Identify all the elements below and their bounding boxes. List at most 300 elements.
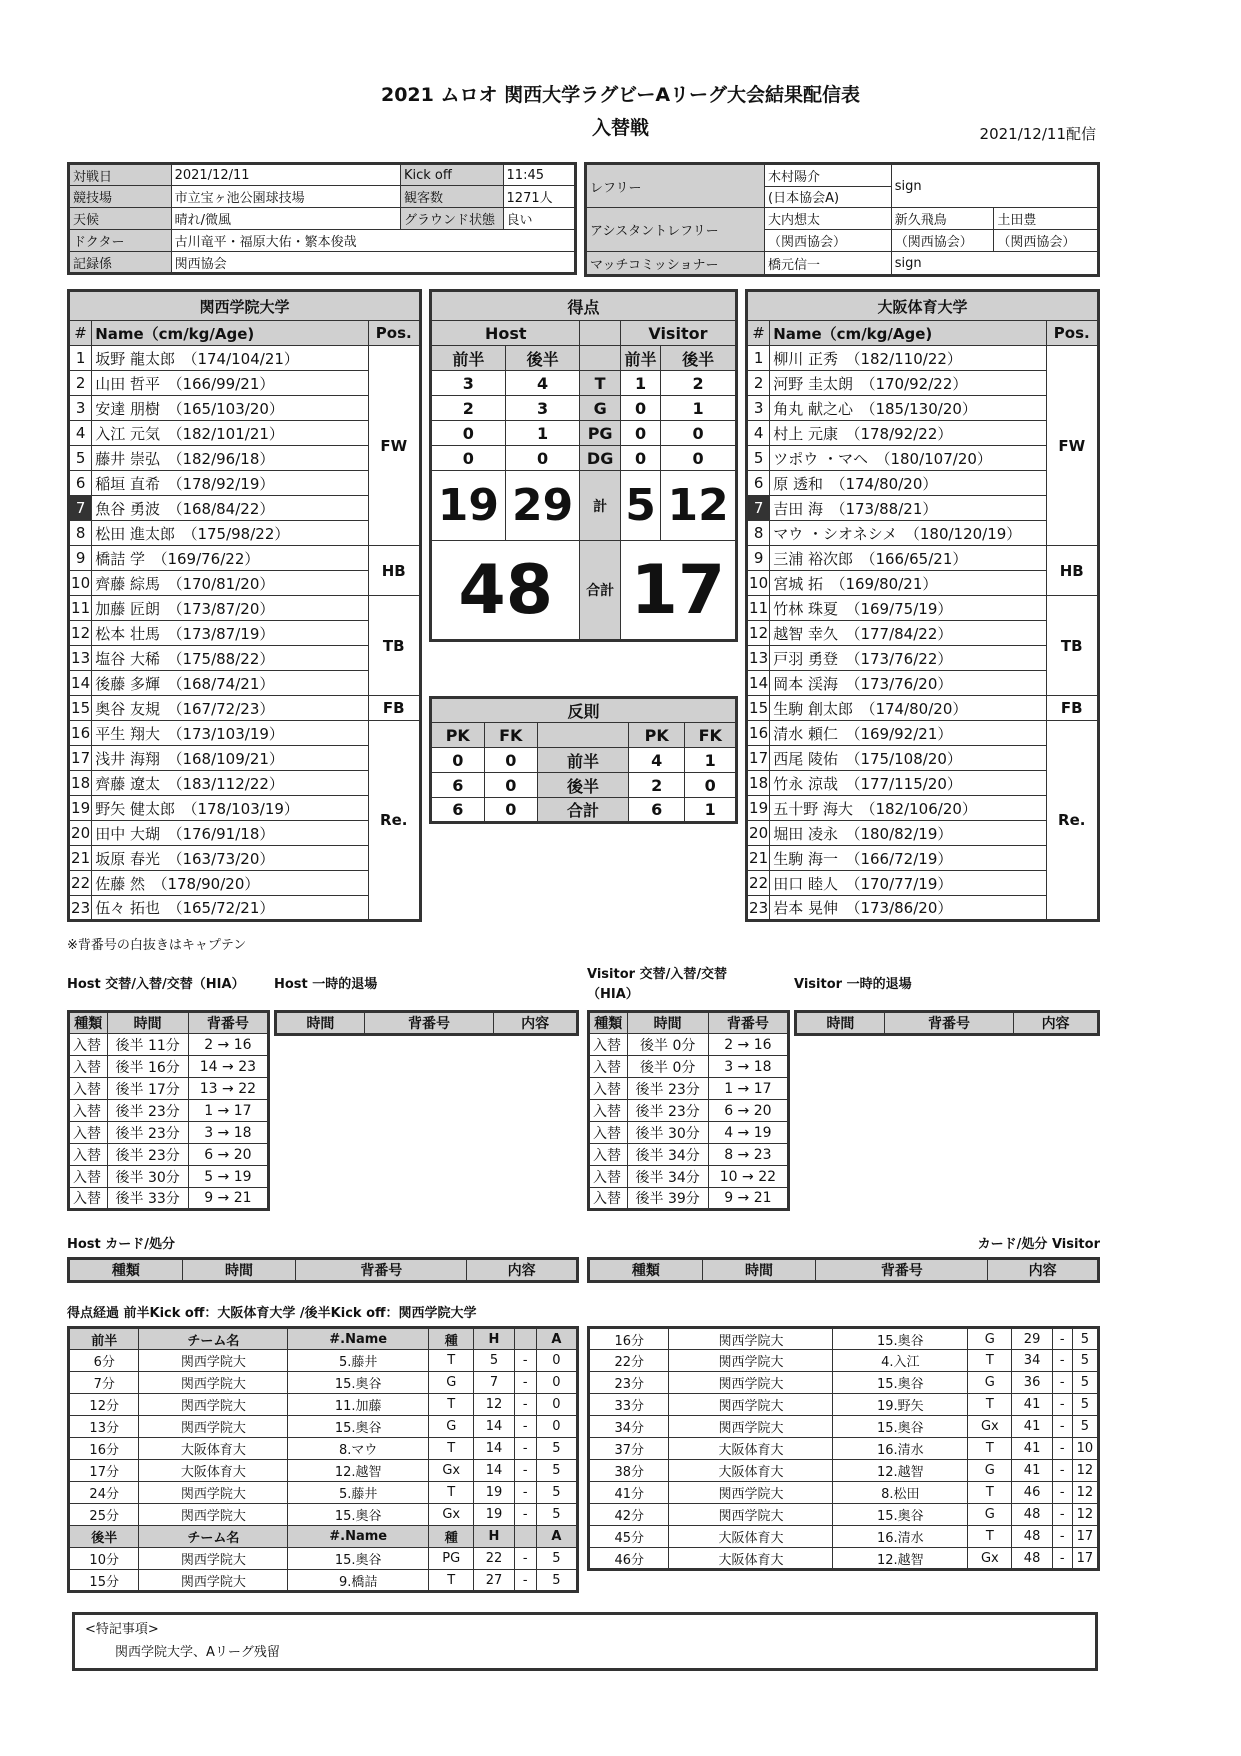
event-home-score: 36 <box>1012 1372 1052 1394</box>
col-first-half: 前半 <box>69 1328 139 1350</box>
event-away-score: 5 <box>1072 1394 1098 1416</box>
event-home-score: 14 <box>474 1416 514 1438</box>
event-type: G <box>968 1372 1012 1394</box>
player-number: 19 <box>747 796 770 821</box>
sub-kind: 入替 <box>69 1144 108 1166</box>
event-home-score: 34 <box>1012 1350 1052 1372</box>
host-h1-goals: 2 <box>431 396 506 421</box>
weather: 晴れ/微風 <box>171 208 400 230</box>
player-name: 藤井 崇弘 （182/96/18） <box>92 446 368 471</box>
label-goal: G <box>580 396 620 421</box>
event-type: T <box>429 1350 474 1372</box>
col-time: 時間 <box>182 1259 296 1282</box>
sub-time: 後半 30分 <box>627 1122 708 1144</box>
position-tb: TB <box>368 596 420 696</box>
player-name: 奥谷 友規 （167/72/23） <box>92 696 368 721</box>
player-number: 2 <box>69 371 92 396</box>
player-name: 入江 元気 （182/101/21） <box>92 421 368 446</box>
host-subs-table <box>67 1010 270 1211</box>
event-time: 12分 <box>69 1394 139 1416</box>
event-type: Gx <box>968 1416 1012 1438</box>
visitor-h2-total: 12 <box>661 471 737 541</box>
player-name: 橋詰 学 （169/76/22） <box>92 546 368 571</box>
player-name: 吉田 海 （173/88/21） <box>770 496 1046 521</box>
captain-note: ※背番号の白抜きはキャプテン <box>67 938 247 953</box>
player-number: 4 <box>69 421 92 446</box>
host-pk-label: PK <box>431 723 485 748</box>
sub-numbers: 13 → 22 <box>188 1078 268 1100</box>
event-away-score: 5 <box>536 1460 577 1482</box>
player-number: 9 <box>69 546 92 571</box>
events-table-right <box>587 1326 1100 1571</box>
event-team: 大阪体育大 <box>139 1438 288 1460</box>
sub-numbers: 9 → 21 <box>188 1188 268 1210</box>
visitor-pk: 6 <box>628 798 685 823</box>
notes-text: 関西学院大学、Aリーグ残留 <box>115 1645 280 1660</box>
player-number: 21 <box>69 846 92 871</box>
sub-numbers: 3 → 18 <box>188 1122 268 1144</box>
score-dash: - <box>1052 1526 1072 1548</box>
player-number: 14 <box>69 671 92 696</box>
host-h1-tries: 3 <box>431 371 506 396</box>
event-type: PG <box>429 1548 474 1570</box>
host-pk: 0 <box>431 748 485 773</box>
visitor-temp-table <box>794 1010 1100 1036</box>
host-cards-title: Host カード/処分 <box>67 1237 176 1252</box>
player-name: 堀田 凌永 （180/82/19） <box>770 821 1046 846</box>
col-away: A <box>536 1328 577 1350</box>
host-fk: 0 <box>484 798 538 823</box>
event-time: 16分 <box>69 1438 139 1460</box>
player-number: 22 <box>69 871 92 896</box>
player-name: 柳川 正秀 （182/110/22） <box>770 346 1046 371</box>
penalty-row-label: 前半 <box>538 748 629 773</box>
col-number: 背番号 <box>708 1012 788 1034</box>
penalty-row-label: 後半 <box>538 773 629 798</box>
event-player: 11.加藤 <box>288 1394 429 1416</box>
event-team: 大阪体育大 <box>669 1548 833 1570</box>
score-dash: - <box>1052 1438 1072 1460</box>
host-fk: 0 <box>484 748 538 773</box>
sub-time: 後半 16分 <box>107 1056 188 1078</box>
penalty-row-label: 合計 <box>538 798 629 823</box>
player-name: 清水 頼仁 （169/92/21） <box>770 721 1046 746</box>
player-name: 生駒 海一 （166/72/19） <box>770 846 1046 871</box>
event-team: 関西学院大 <box>139 1350 288 1372</box>
kickoff-time: 11:45 <box>503 164 575 186</box>
col-time: 時間 <box>702 1259 816 1282</box>
player-name: 岡本 渓海 （173/76/20） <box>770 671 1046 696</box>
col-number: 背番号 <box>188 1012 268 1034</box>
event-type: T <box>968 1526 1012 1548</box>
player-number: 6 <box>69 471 92 496</box>
label-recorder: 記録係 <box>69 252 172 274</box>
player-name: 魚谷 勇波 （168/84/22） <box>92 496 368 521</box>
event-type: T <box>968 1482 1012 1504</box>
sub-time: 後半 23分 <box>627 1078 708 1100</box>
sub-kind: 入替 <box>589 1122 628 1144</box>
visitor-pk: 4 <box>628 748 685 773</box>
label-referee: レフリー <box>586 164 765 208</box>
ar3-association: （関西協会） <box>994 230 1099 252</box>
event-home-score: 19 <box>474 1482 514 1504</box>
col-kind: 種類 <box>69 1259 183 1282</box>
player-number: 13 <box>747 646 770 671</box>
event-player: 15.奥谷 <box>833 1372 968 1394</box>
ground-condition: 良い <box>503 208 575 230</box>
col-content: 内容 <box>494 1012 578 1035</box>
event-team: 関西学院大 <box>139 1372 288 1394</box>
event-player: 15.奥谷 <box>288 1504 429 1526</box>
sub-kind: 入替 <box>69 1122 108 1144</box>
event-home-score: 46 <box>1012 1482 1052 1504</box>
label-doctor: ドクター <box>69 230 172 252</box>
position-reserve: Re. <box>1046 721 1098 921</box>
visitor-first-half-label: 前半 <box>620 346 660 371</box>
player-name: 坂野 龍太郎 （174/104/21） <box>92 346 368 371</box>
visitor-cards-table <box>587 1257 1100 1283</box>
col-kind: 種類 <box>589 1259 703 1282</box>
col-player: #.Name <box>288 1328 429 1350</box>
score-dash: - <box>1052 1460 1072 1482</box>
event-home-score: 19 <box>474 1504 514 1526</box>
score-event-row <box>69 1438 578 1460</box>
col-name: Name（cm/kg/Age) <box>770 321 1046 346</box>
captain-number: 7 <box>747 496 770 521</box>
player-name: 平生 翔大 （173/103/19） <box>92 721 368 746</box>
event-player: 16.清水 <box>833 1526 968 1548</box>
player-name: 田中 大瑚 （176/91/18） <box>92 821 368 846</box>
player-name: 齊藤 綜馬 （170/81/20） <box>92 571 368 596</box>
player-name: 岩本 晃伸 （173/86/20） <box>770 896 1046 921</box>
sub-time: 後半 34分 <box>627 1144 708 1166</box>
event-away-score: 5 <box>1072 1372 1098 1394</box>
position-hb: HB <box>368 546 420 596</box>
label-assistant-referee: アシスタントレフリー <box>586 208 765 252</box>
sub-time: 後半 30分 <box>107 1166 188 1188</box>
player-name: 戸羽 勇登 （173/76/22） <box>770 646 1046 671</box>
penalty-heading: 反則 <box>431 698 737 723</box>
recorder: 関西協会 <box>171 252 575 274</box>
event-time: 42分 <box>589 1504 669 1526</box>
player-name: 齊藤 遼太 （183/112/22） <box>92 771 368 796</box>
sub-numbers: 14 → 23 <box>188 1056 268 1078</box>
visitor-fk: 1 <box>685 748 737 773</box>
host-h2-tries: 4 <box>505 371 580 396</box>
player-number: 16 <box>69 721 92 746</box>
score-table <box>429 289 738 642</box>
event-type: T <box>968 1438 1012 1460</box>
referee-name: 木村陽介 <box>765 164 892 187</box>
sub-kind: 入替 <box>589 1056 628 1078</box>
score-event-row <box>69 1570 578 1592</box>
label-ground: グラウンド状態 <box>400 208 503 230</box>
event-team: 関西学院大 <box>139 1482 288 1504</box>
sub-time: 後半 34分 <box>627 1166 708 1188</box>
player-number: 19 <box>69 796 92 821</box>
col-kind: 種類 <box>69 1012 108 1034</box>
score-event-row <box>589 1394 1099 1416</box>
sub-numbers: 6 → 20 <box>188 1144 268 1166</box>
visitor-fk: 1 <box>685 798 737 823</box>
host-h2-goals: 3 <box>505 396 580 421</box>
score-event-row <box>589 1548 1099 1570</box>
score-dash: - <box>514 1394 536 1416</box>
event-time: 41分 <box>589 1482 669 1504</box>
player-number: 18 <box>69 771 92 796</box>
player-number: 5 <box>69 446 92 471</box>
player-name: 松田 進太郎 （175/98/22） <box>92 521 368 546</box>
player-name: 松本 壮馬 （173/87/19） <box>92 621 368 646</box>
event-home-score: 22 <box>474 1548 514 1570</box>
label-crowd: 観客数 <box>400 186 503 208</box>
event-away-score: 12 <box>1072 1460 1098 1482</box>
event-type: G <box>968 1328 1012 1350</box>
officials-table <box>584 162 1100 277</box>
score-dash: - <box>514 1350 536 1372</box>
visitor-fk-label: FK <box>685 723 737 748</box>
event-team: 関西学院大 <box>669 1350 833 1372</box>
position-fw: FW <box>368 346 420 546</box>
event-team: 関西学院大 <box>139 1394 288 1416</box>
position-fb: FB <box>368 696 420 721</box>
event-type: Gx <box>429 1460 474 1482</box>
score-dash: - <box>514 1482 536 1504</box>
event-player: 15.奥谷 <box>288 1416 429 1438</box>
score-dash: - <box>1052 1350 1072 1372</box>
event-type: T <box>429 1438 474 1460</box>
sub-numbers: 1 → 17 <box>708 1078 788 1100</box>
label-match-commissioner: マッチコミッショナー <box>586 252 765 276</box>
player-name: 坂原 春光 （163/73/20） <box>92 846 368 871</box>
event-away-score: 5 <box>1072 1416 1098 1438</box>
visitor-roster <box>745 289 1100 922</box>
player-number: 23 <box>69 896 92 921</box>
referee-sign: sign <box>891 164 1098 208</box>
score-event-row <box>589 1438 1099 1460</box>
sub-numbers: 3 → 18 <box>708 1056 788 1078</box>
player-name: 田口 睦人 （170/77/19） <box>770 871 1046 896</box>
special-notes-box <box>72 1612 1098 1671</box>
events-title: 得点経過 前半Kick off：大阪体育大学 /後半Kick off：関西学院大学 <box>67 1306 477 1321</box>
score-event-row <box>69 1482 578 1504</box>
player-number: 13 <box>69 646 92 671</box>
player-number: 11 <box>69 596 92 621</box>
player-number: 9 <box>747 546 770 571</box>
player-number: 15 <box>69 696 92 721</box>
label-venue: 競技場 <box>69 186 172 208</box>
page-subtitle: 入替戦 <box>591 117 649 139</box>
captain-number: 7 <box>69 496 92 521</box>
score-event-row <box>69 1416 578 1438</box>
event-home-score: 41 <box>1012 1460 1052 1482</box>
sub-time: 後半 17分 <box>107 1078 188 1100</box>
sub-kind: 入替 <box>589 1166 628 1188</box>
event-away-score: 0 <box>536 1394 577 1416</box>
sub-kind: 入替 <box>589 1100 628 1122</box>
venue: 市立宝ヶ池公園球技場 <box>171 186 400 208</box>
player-number: 1 <box>747 346 770 371</box>
player-number: 22 <box>747 871 770 896</box>
event-time: 38分 <box>589 1460 669 1482</box>
score-event-row <box>589 1372 1099 1394</box>
sub-time: 後半 0分 <box>627 1034 708 1056</box>
event-away-score: 5 <box>536 1438 577 1460</box>
event-time: 45分 <box>589 1526 669 1548</box>
event-type: Gx <box>429 1504 474 1526</box>
event-team: 大阪体育大 <box>139 1460 288 1482</box>
score-event-row <box>589 1482 1099 1504</box>
issue-date: 2021/12/11配信 <box>979 125 1096 143</box>
col-num: # <box>69 321 92 346</box>
host-second-half-label: 後半 <box>505 346 580 371</box>
event-type: T <box>429 1570 474 1592</box>
label-dg: DG <box>580 446 620 471</box>
event-type: T <box>429 1394 474 1416</box>
event-type: Gx <box>968 1548 1012 1570</box>
visitor-h1-dg: 0 <box>620 446 660 471</box>
event-home-score: 14 <box>474 1438 514 1460</box>
visitor-h2-goals: 1 <box>661 396 737 421</box>
score-dash: - <box>1052 1416 1072 1438</box>
host-first-half-label: 前半 <box>431 346 506 371</box>
event-player: 8.松田 <box>833 1482 968 1504</box>
event-time: 23分 <box>589 1372 669 1394</box>
event-team: 関西学院大 <box>139 1504 288 1526</box>
host-h1-dg: 0 <box>431 446 506 471</box>
event-type: G <box>429 1416 474 1438</box>
event-time: 17分 <box>69 1460 139 1482</box>
visitor-final-score: 17 <box>620 541 736 641</box>
score-dash: - <box>1052 1548 1072 1570</box>
col-team: チーム名 <box>139 1328 288 1350</box>
event-player: 8.マウ <box>288 1438 429 1460</box>
player-number: 16 <box>747 721 770 746</box>
event-team: 関西学院大 <box>669 1504 833 1526</box>
sub-kind: 入替 <box>589 1078 628 1100</box>
event-time: 6分 <box>69 1350 139 1372</box>
player-name: 竹林 珠夏 （169/75/19） <box>770 596 1046 621</box>
score-event-row <box>589 1328 1099 1350</box>
player-name: 村上 元康 （178/92/22） <box>770 421 1046 446</box>
visitor-team-name: 大阪体育大学 <box>747 291 1099 321</box>
position-hb: HB <box>1046 546 1098 596</box>
visitor-h2-dg: 0 <box>661 446 737 471</box>
event-away-score: 5 <box>536 1482 577 1504</box>
event-team: 関西学院大 <box>139 1416 288 1438</box>
sub-time: 後半 11分 <box>107 1034 188 1056</box>
player-name: 加藤 匠朗 （173/87/20） <box>92 596 368 621</box>
col-type: 種 <box>429 1328 474 1350</box>
event-home-score: 27 <box>474 1570 514 1592</box>
player-number: 20 <box>747 821 770 846</box>
player-name: 浅井 海翔 （168/109/21） <box>92 746 368 771</box>
player-name: 宮城 拓 （169/80/21） <box>770 571 1046 596</box>
sub-time: 後半 23分 <box>107 1100 188 1122</box>
host-h2-total: 29 <box>505 471 580 541</box>
label-subtotal: 計 <box>580 471 620 541</box>
event-away-score: 17 <box>1072 1526 1098 1548</box>
ar3-name: 土田豊 <box>994 208 1099 230</box>
host-pk: 6 <box>431 798 485 823</box>
player-name: ツポウ ・マヘ （180/107/20） <box>770 446 1046 471</box>
player-number: 15 <box>747 696 770 721</box>
player-name: 山田 哲平 （166/99/21） <box>92 371 368 396</box>
sub-time: 後半 33分 <box>107 1188 188 1210</box>
ar1-name: 大内想太 <box>765 208 892 230</box>
event-player: 12.越智 <box>833 1460 968 1482</box>
sub-time: 後半 39分 <box>627 1188 708 1210</box>
player-number: 1 <box>69 346 92 371</box>
col-away: A <box>536 1526 577 1548</box>
label-try: T <box>580 371 620 396</box>
ar1-association: （関西協会） <box>765 230 892 252</box>
sub-time: 後半 23分 <box>107 1122 188 1144</box>
event-player: 12.越智 <box>288 1460 429 1482</box>
event-team: 関西学院大 <box>139 1548 288 1570</box>
visitor-h1-goals: 0 <box>620 396 660 421</box>
event-time: 34分 <box>589 1416 669 1438</box>
col-number: 背番号 <box>296 1259 467 1282</box>
player-name: 生駒 創太郎 （174/80/20） <box>770 696 1046 721</box>
event-team: 関西学院大 <box>669 1328 833 1350</box>
event-player: 9.橋詰 <box>288 1570 429 1592</box>
score-visitor-label: Visitor <box>620 321 736 346</box>
event-time: 46分 <box>589 1548 669 1570</box>
event-type: G <box>968 1504 1012 1526</box>
col-type: 種 <box>429 1526 474 1548</box>
label-grand-total: 合計 <box>580 541 620 641</box>
visitor-fk: 0 <box>685 773 737 798</box>
event-team: 大阪体育大 <box>669 1438 833 1460</box>
sub-numbers: 2 → 16 <box>708 1034 788 1056</box>
notes-heading: <特記事項> <box>85 1622 159 1637</box>
match-commissioner-sign: sign <box>891 252 1098 276</box>
event-team: 関西学院大 <box>669 1372 833 1394</box>
event-team: 関西学院大 <box>669 1482 833 1504</box>
player-number: 8 <box>69 521 92 546</box>
event-away-score: 5 <box>1072 1350 1098 1372</box>
position-fb: FB <box>1046 696 1098 721</box>
event-player: 5.藤井 <box>288 1350 429 1372</box>
visitor-h2-pg: 0 <box>661 421 737 446</box>
event-player: 15.奥谷 <box>833 1328 968 1350</box>
sub-numbers: 8 → 23 <box>708 1144 788 1166</box>
event-time: 25分 <box>69 1504 139 1526</box>
player-name: 安達 朋樹 （165/103/20） <box>92 396 368 421</box>
score-dash: - <box>1052 1372 1072 1394</box>
event-team: 関西学院大 <box>669 1394 833 1416</box>
col-content: 内容 <box>467 1259 578 1282</box>
player-number: 17 <box>747 746 770 771</box>
score-dash: - <box>514 1438 536 1460</box>
player-name: 竹永 涼哉 （177/115/20） <box>770 771 1046 796</box>
sub-kind: 入替 <box>69 1034 108 1056</box>
event-away-score: 5 <box>536 1504 577 1526</box>
event-player: 5.藤井 <box>288 1482 429 1504</box>
label-weather: 天候 <box>69 208 172 230</box>
sub-kind: 入替 <box>69 1166 108 1188</box>
player-number: 2 <box>747 371 770 396</box>
event-away-score: 0 <box>536 1416 577 1438</box>
sub-numbers: 6 → 20 <box>708 1100 788 1122</box>
visitor-temp-title: Visitor 一時的退場 <box>794 977 912 992</box>
sub-kind: 入替 <box>69 1100 108 1122</box>
label-pg: PG <box>580 421 620 446</box>
score-dash: - <box>514 1460 536 1482</box>
visitor-subs-title: Visitor 交替/入替/交替 <box>587 967 728 982</box>
event-home-score: 48 <box>1012 1504 1052 1526</box>
